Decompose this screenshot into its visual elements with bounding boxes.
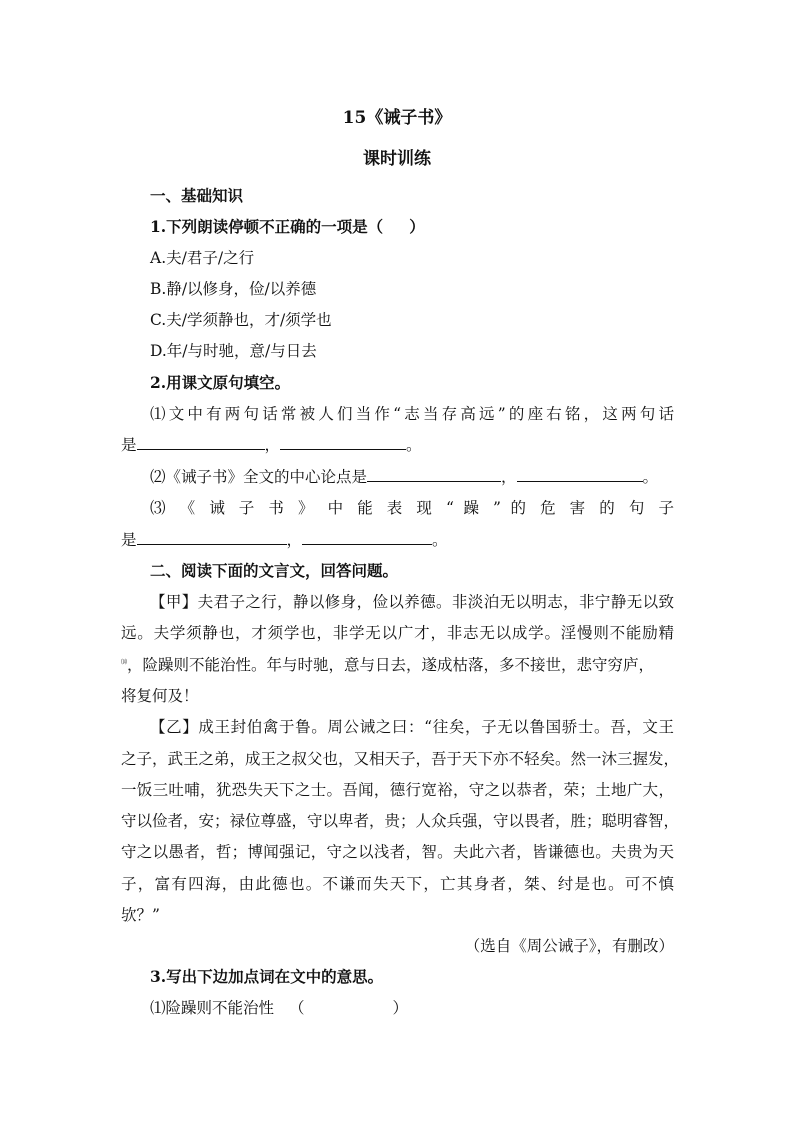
question-2-part-1-comma: ， (264, 436, 281, 454)
option-a: A.夫/君子/之行 (150, 249, 255, 267)
question-2-part-3-end: 。 (432, 531, 448, 549)
passage-source: （选自《周公诫子》，有删改） (464, 937, 674, 955)
doc-title: 15《诫子书》 (342, 108, 452, 128)
passage-yi-line-3: 一饭三吐哺，犹恐失天下之士。吾闻，德行宽裕，守之以恭者，荣；土地广大， (121, 781, 674, 799)
passage-yi-line-4: 守以俭者，安；禄位尊盛，守以卑者，贵；人众兵强，守以畏者，胜；聪明睿智， (121, 812, 680, 830)
question-2-part-1-end: 。 (406, 436, 422, 454)
question-2-part-2-end: 。 (642, 468, 659, 486)
passage-yi-line-2: 之子，武王之弟，成王之叔父也，又相天子，吾于天下亦不轻矣。然一沐三握发， (121, 750, 680, 768)
option-d: D.年/与时驰，意/与日去 (150, 342, 317, 360)
passage-jia-line-1: 【甲】夫君子之行，静以修身，俭以养德。非淡泊无以明志，非宁静无以致 (150, 593, 674, 611)
answer-blank[interactable] (280, 435, 406, 450)
question-1-text: 1.下列朗读停顿不正确的一项是（ (150, 217, 384, 236)
answer-blank[interactable] (517, 467, 643, 482)
answer-blank[interactable] (367, 467, 501, 482)
question-3-item-1 (150, 998, 408, 1018)
doc-subtitle: 课时训练 (363, 149, 431, 169)
section-heading-reading: 二、阅读下面的文言文，回答问题。 (150, 561, 399, 580)
question-2-part-1-prefix: 是 (121, 436, 137, 454)
question-2-part-3-line-2 (121, 530, 448, 550)
passage-jia-line-3 (121, 655, 674, 675)
passage-jia-line-4: 将复何及！ (121, 687, 199, 705)
question-2-part-1-line-1: ⑴文中有两句话常被人们当作“志当存高远”的座右铭，这两句话 (150, 405, 674, 423)
option-c: C.夫/学须静也，才/须学也 (150, 311, 332, 329)
question-2-part-2 (150, 467, 658, 487)
question-3-item-1-text: ⑴险躁则不能治性 (150, 999, 275, 1017)
question-2-stem: 2.用课文原句填空。 (150, 373, 291, 392)
passage-yi-line-1: 【乙】成王封伯禽于鲁。周公诫之曰：“往矣，子无以鲁国骄士。吾，文王 (150, 718, 674, 736)
option-b: B.静/以修身，俭/以养德 (150, 280, 317, 298)
answer-paren-open: （ (288, 999, 305, 1017)
passage-yi-line-6: 子，富有四海，由此德也。不谦而失天下，亡其身者，桀、纣是也。可不慎 (121, 875, 674, 893)
passage-yi-line-7: 欤？” (121, 906, 160, 924)
answer-blank[interactable] (302, 530, 432, 545)
question-1-stem (150, 217, 425, 237)
passage-jia-line-3-text: ，险躁则不能治性。年与时驰，意与日去，遂成枯落，多不接世，悲守穷庐， (127, 656, 655, 674)
answer-blank[interactable] (137, 530, 287, 545)
question-2-part-3-comma: ， (286, 531, 303, 549)
question-2-part-3-line-1: ⑶ 《 诫 子 书 》 中 能 表 现 “ 躁 ” 的 危 害 的 句 子 (150, 499, 674, 517)
footnote-marker: ⒁ (121, 659, 128, 666)
question-2-part-2-comma: ， (501, 468, 517, 486)
section-heading-basics: 一、基础知识 (150, 186, 244, 205)
answer-blank[interactable] (137, 435, 265, 450)
question-3-stem: 3.写出下边加点词在文中的意思。 (150, 967, 384, 986)
question-2-part-2-text: ⑵《诫子书》全文的中心论点是 (150, 468, 368, 486)
answer-paren-close: ） (392, 999, 408, 1017)
question-2-part-3-prefix: 是 (121, 531, 137, 549)
passage-yi-line-5: 守之以愚者，哲；博闻强记，守之以浅者，智。夫此六者，皆谦德也。夫贵为天 (121, 843, 674, 861)
question-2-part-1-line-2 (121, 435, 422, 455)
passage-jia-line-2: 远。夫学须静也，才须学也，非学无以广才，非志无以成学。淫慢则不能励精 (121, 624, 674, 642)
question-1-paren-close: ） (409, 217, 425, 236)
